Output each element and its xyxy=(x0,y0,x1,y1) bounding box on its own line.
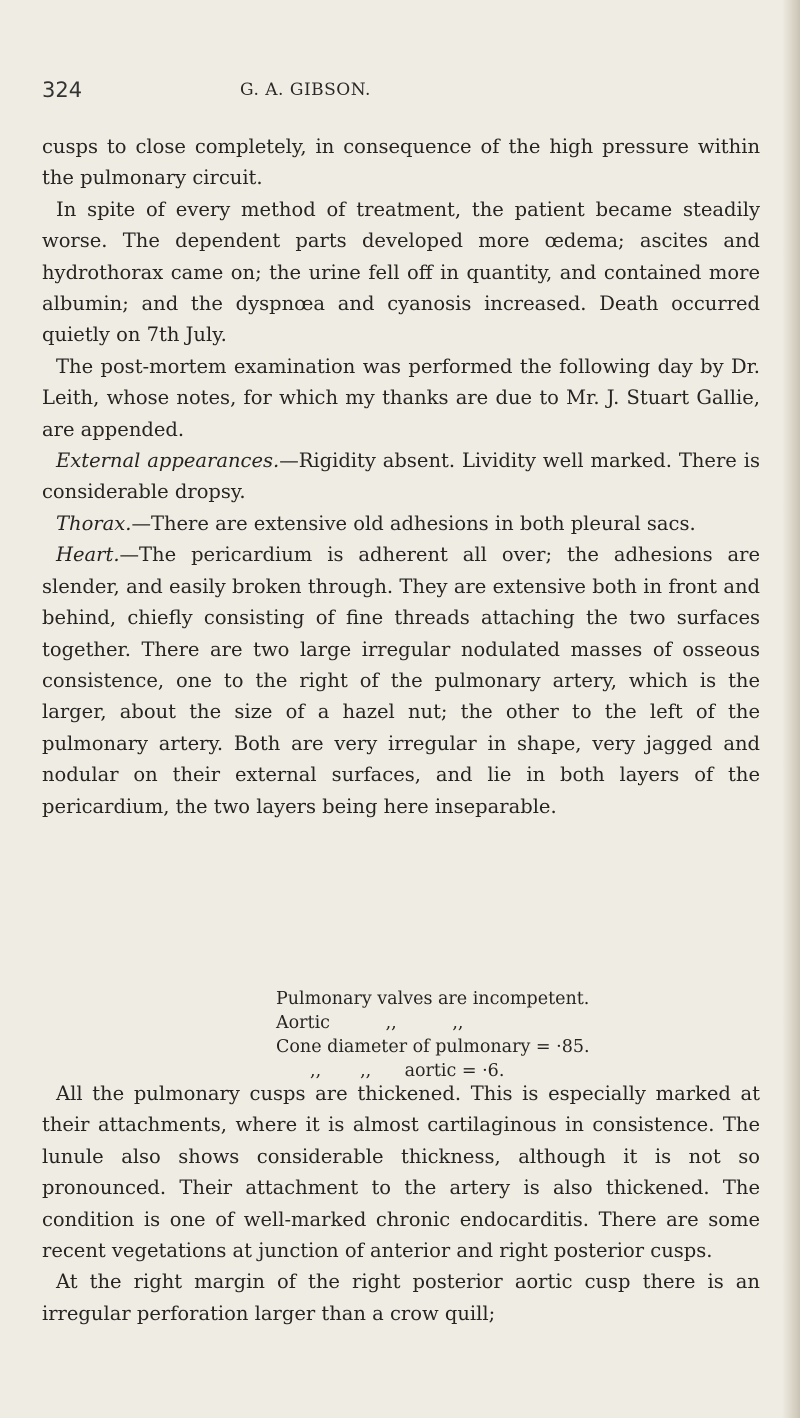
section-lead: Thorax. xyxy=(56,511,132,535)
paragraph-text: The post-mortem examination was performed the following day by Dr. Leith, whose notes, for which my thanks are due to Mr. J. Stuart Gallie, are appended. xyxy=(42,354,760,441)
paragraph-text: At the right margin of the right posterior aortic cusp there is an irregular perforation larger than a crow quill; xyxy=(42,1270,760,1325)
paragraph-text: In spite of every method of treatment, the patient became steadily worse. The dependent parts developed more œdema; ascites and hydrothorax came on; the urine fell off in quantity, and contained more albumin; and the dyspnœa and cyanosis increased. Death occurred quietly on 7th July. xyxy=(42,197,760,347)
running-head: G. A. GIBSON. xyxy=(240,80,371,100)
body-text xyxy=(42,131,760,822)
section-lead: External appearances. xyxy=(56,449,280,473)
page-header xyxy=(42,78,742,112)
finding-line: Aortic ,, ,, xyxy=(276,1013,464,1033)
page-edge-shadow xyxy=(782,0,800,1418)
finding-line: ,, ,, aortic = ·6. xyxy=(310,1061,505,1081)
paragraph-pulmonary-cusps xyxy=(42,1078,760,1266)
paragraph-external-appearances xyxy=(42,445,760,508)
body-text-continued xyxy=(42,1078,760,1329)
paragraph-treatment xyxy=(42,194,760,351)
paragraph-text: cusps to close completely, in consequence of the high pressure within the pulmonary circuit. xyxy=(42,135,760,190)
finding-line: Cone diameter of pulmonary = ·85. xyxy=(276,1037,590,1057)
paragraph-thorax xyxy=(42,508,760,539)
paragraph-heart xyxy=(42,539,760,822)
page-number: 324 xyxy=(42,78,83,102)
paragraph-text: —The pericardium is adherent all over; the adhesions are slender, and easily broken through. They are extensive both in front and behind, chiefly consisting of fine threads attaching the two surfaces together. There are two large irregular nodulated masses of osseous consistence, one to the right of the pulmonary artery, which is the larger, about the size of a hazel nut; the other to the left of the pulmonary artery. Both are very irregular in shape, very jagged and nodular on their external surfaces, and lie in both layers of the pericardium, the two layers being here inseparable. xyxy=(42,543,760,818)
paragraph-aortic-cusp xyxy=(42,1266,760,1329)
section-lead: Heart. xyxy=(56,543,120,567)
paragraph-text: —Rigidity absent. Lividity well marked. There is considerable dropsy. xyxy=(42,449,760,504)
paragraph-post-mortem xyxy=(42,351,760,445)
finding-line: Pulmonary valves are incompetent. xyxy=(276,989,590,1009)
paragraph-text: All the pulmonary cusps are thickened. This is especially marked at their attachments, where it is almost cartilaginous in consistence. The lunule also shows considerable thickness, although it is not so pronounced. Their attachment to the artery is also thickened. The condition is one of well-marked chronic endocarditis. There are some recent vegetations at junction of anterior and right posterior cusps. xyxy=(42,1082,760,1263)
paragraph-text: —There are extensive old adhesions in both pleural sacs. xyxy=(131,511,696,535)
paragraph-continuation xyxy=(42,131,760,194)
